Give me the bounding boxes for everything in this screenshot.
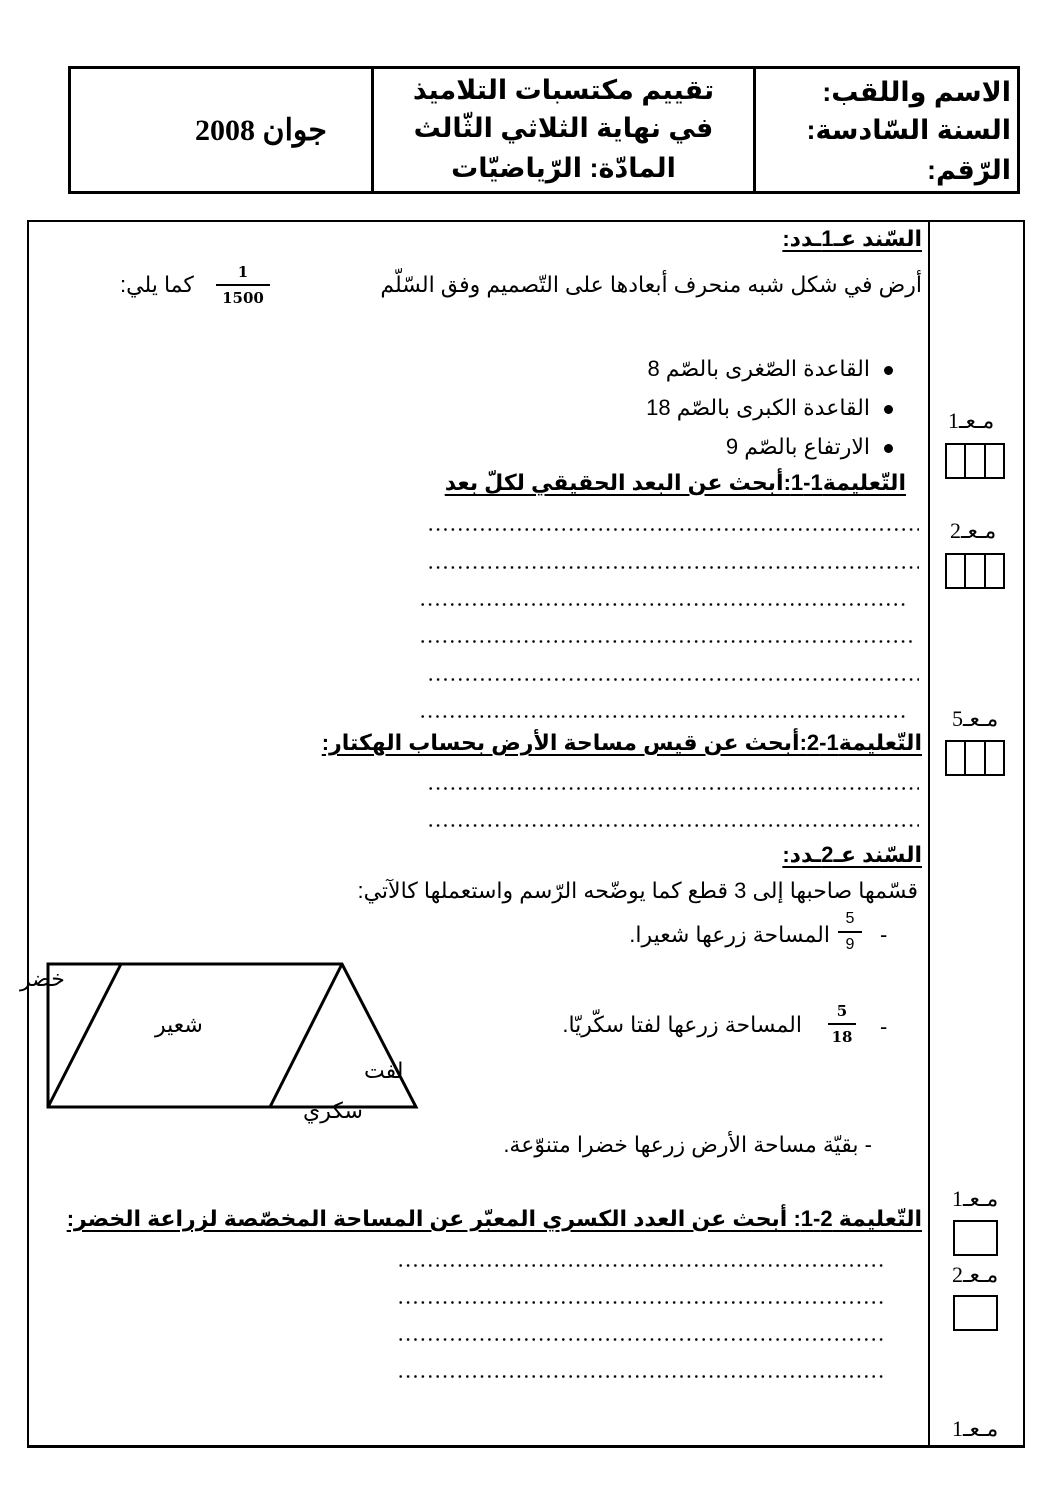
criterion-label: مـعـ5 bbox=[952, 706, 999, 731]
bullet-item: الارتفاع بالصّم 9 bbox=[726, 434, 893, 460]
criterion-label: مـعـ1 bbox=[952, 1186, 999, 1211]
exam-subject: المادّة: الرّياضيّات bbox=[451, 153, 676, 183]
item-beet-text: المساحة زرعها لفتا سكّريّا. bbox=[562, 1012, 802, 1037]
bullet-item: القاعدة الصّغرى بالصّم 8 bbox=[647, 356, 893, 382]
score-box[interactable] bbox=[945, 740, 1005, 776]
beet-divider bbox=[270, 964, 342, 1107]
item-barley-text: المساحة زرعها شعيرا. bbox=[629, 922, 830, 947]
item-vegetables-text: - بقيّة مساحة الأرض زرعها خضرا متنوّعة. bbox=[503, 1132, 872, 1157]
section1-heading: السّند عـ1ـدد: bbox=[782, 226, 922, 251]
score-box[interactable] bbox=[945, 443, 1005, 479]
criterion-label: مـعـ2 bbox=[952, 1262, 999, 1287]
task-1-1: التّعليمة1-1:أبحث عن البعد الحقيقي لكلّ بعد bbox=[444, 470, 906, 495]
section2-heading: السّند عـ2ـدد: bbox=[782, 842, 922, 867]
beet-fraction: 5 18 bbox=[828, 1002, 856, 1046]
label-beet-1: لفت bbox=[364, 1058, 404, 1083]
task-2-1: التّعليمة 2-1: أبحث عن العدد الكسري المعبّر عن المساحة المخصّصة لزراعة الخضر: bbox=[66, 1206, 922, 1231]
label-vegetables: خضر bbox=[20, 966, 65, 991]
exam-title: تقييم مكتسبات التلاميذ bbox=[412, 75, 715, 105]
label-barley: شعير bbox=[155, 1012, 203, 1037]
answer-line[interactable] bbox=[397, 1264, 887, 1267]
score-box[interactable] bbox=[953, 1295, 998, 1331]
bullet-item: القاعدة الكبرى بالصّم 18 bbox=[646, 395, 893, 421]
section2-intro: قسّمها صاحبها إلى 3 قطع كما يوضّحه الرّسم واستعملها كالآتي: bbox=[357, 878, 918, 903]
label-beet-2: سكري bbox=[303, 1098, 363, 1123]
barley-fraction: 5 9 bbox=[838, 910, 862, 954]
scale-denominator: 1500 bbox=[222, 288, 264, 307]
name-field[interactable]: الاسم واللقب: bbox=[822, 77, 1011, 107]
trapezoid-outline bbox=[48, 964, 416, 1107]
exam-term: في نهاية الثلاثي الثّالث bbox=[413, 113, 714, 143]
grade-field: السنة السّادسة: bbox=[806, 115, 1011, 145]
task-1-2: التّعليمة1-2:أبحث عن قيس مساحة الأرض بحساب الهكتار: bbox=[321, 730, 922, 755]
exam-date: جوان 2008 bbox=[195, 113, 327, 147]
criterion-label: مـعـ2 bbox=[950, 518, 997, 543]
number-field[interactable]: الرّقم: bbox=[926, 155, 1011, 185]
criterion-label: مـعـ1 bbox=[948, 408, 995, 433]
item-dash: - bbox=[880, 922, 888, 947]
answer-line[interactable] bbox=[397, 1338, 887, 1341]
section1-intro-suffix: كما يلي: bbox=[120, 272, 194, 297]
criterion-label: مـعـ1 bbox=[952, 1416, 999, 1441]
item-dash: - bbox=[880, 1014, 888, 1039]
scale-numerator: 1 bbox=[237, 263, 249, 281]
answer-line[interactable] bbox=[397, 1375, 887, 1378]
score-box[interactable] bbox=[953, 1220, 998, 1256]
answer-line[interactable] bbox=[397, 1301, 887, 1304]
score-box[interactable] bbox=[945, 553, 1005, 589]
section1-intro: أرض في شكل شبه منحرف أبعادها على التّصميم وفق السّلّم bbox=[380, 272, 922, 297]
